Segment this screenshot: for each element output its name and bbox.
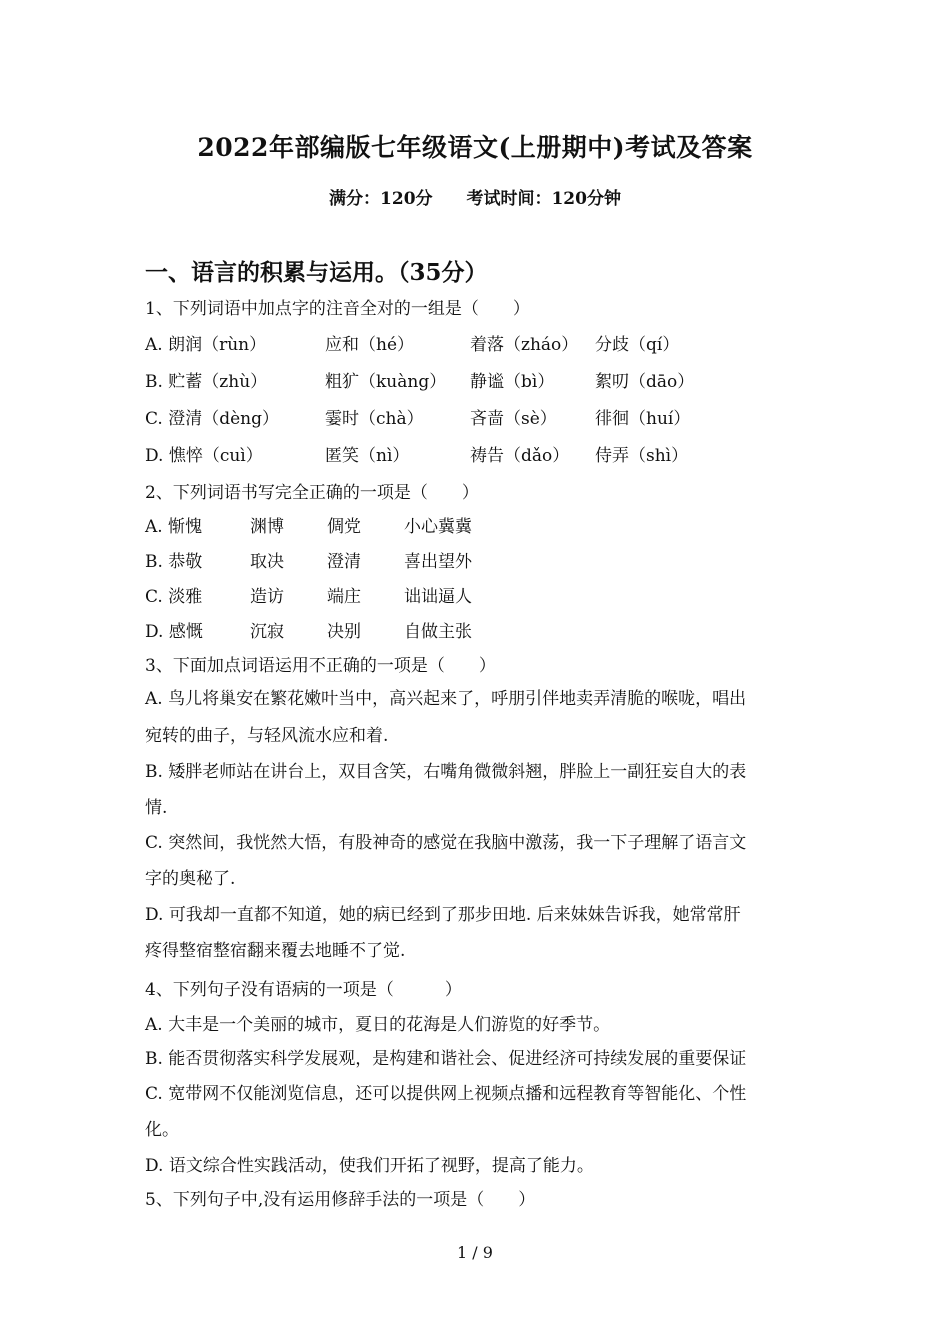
q1-c-2: 霎时（chà）: [325, 409, 424, 429]
full-score: 满分：120分: [329, 189, 433, 209]
q1-stem: 1、下列词语中加点字的注音全对的一组是（ ）: [145, 299, 530, 319]
q2-a-1: A. 惭愧: [145, 517, 203, 537]
q1-b-1: B. 贮蓄（zhù）: [145, 372, 268, 392]
q1-a-1: A. 朗润（rùn）: [145, 335, 267, 355]
q3-line: D. 可我却一直都不知道，她的病已经到了那步田地. 后来妹妹告诉我，她常常肝: [145, 905, 741, 925]
exam-info: [0, 184, 950, 209]
q1-a-3: 着落（zháo）: [470, 335, 579, 355]
q2-c-2: 造访: [250, 587, 284, 607]
q2-d-1: D. 感慨: [145, 622, 203, 642]
q2-a-3: 倜党: [327, 517, 361, 537]
q4-stem: 4、下列句子没有语病的一项是（ ）: [145, 980, 462, 1000]
q1-b-4: 絮叨（dāo）: [595, 372, 695, 392]
q2-b-4: 喜出望外: [404, 552, 472, 572]
q3-line: C. 突然间，我恍然大悟，有股神奇的感觉在我脑中激荡，我一下子理解了语言文: [145, 833, 747, 853]
q4-line: D. 语文综合性实践活动，使我们开拓了视野，提高了能力。: [145, 1156, 594, 1176]
q2-d-3: 决别: [327, 622, 361, 642]
q1-c-1: C. 澄清（dèng）: [145, 409, 279, 429]
q5-stem: 5、下列句子中,没有运用修辞手法的一项是（ ）: [145, 1190, 536, 1210]
q1-d-1: D. 憔悴（cuì）: [145, 446, 263, 466]
q4-line: B. 能否贯彻落实科学发展观，是构建和谐社会、促进经济可持续发展的重要保证: [145, 1049, 747, 1069]
page-number: 1 / 9: [457, 1243, 493, 1262]
q4-line: 化。: [145, 1120, 179, 1140]
q3-line: 字的奥秘了.: [145, 869, 236, 889]
q1-d-2: 匿笑（nì）: [325, 446, 410, 466]
q2-a-2: 渊博: [250, 517, 284, 537]
q1-b-3: 静谧（bì）: [470, 372, 555, 392]
q2-d-2: 沉寂: [250, 622, 284, 642]
q2-stem: 2、下列词语书写完全正确的一项是（ ）: [145, 483, 479, 503]
q1-b-2: 粗犷（kuàng）: [325, 372, 447, 392]
q3-line: 宛转的曲子，与轻风流水应和着.: [145, 726, 389, 746]
q2-c-3: 端庄: [327, 587, 361, 607]
q2-b-2: 取决: [250, 552, 284, 572]
q1-d-4: 侍弄（shì）: [595, 446, 689, 466]
q2-b-3: 澄清: [327, 552, 361, 572]
page-title: 2022年部编版七年级语文(上册期中)考试及答案: [197, 133, 753, 162]
q1-c-3: 吝啬（sè）: [470, 409, 557, 429]
section-heading: 一、语言的积累与运用。（35分）: [145, 259, 488, 286]
q3-line: 疼得整宿整宿翻来覆去地睡不了觉.: [145, 941, 406, 961]
q3-stem: 3、下面加点词语运用不正确的一项是（ ）: [145, 656, 496, 676]
q2-a-4: 小心冀冀: [404, 517, 472, 537]
exam-time: 考试时间：120分钟: [466, 189, 621, 209]
q3-line: A. 鸟儿将巢安在繁花嫩叶当中，高兴起来了，呼朋引伴地卖弄清脆的喉咙，唱出: [145, 689, 747, 709]
q3-line: 情.: [145, 798, 168, 818]
q1-a-2: 应和（hé）: [325, 335, 415, 355]
q3-line: B. 矮胖老师站在讲台上，双目含笑，右嘴角微微斜翘，胖脸上一副狂妄自大的表: [145, 762, 747, 782]
q1-c-4: 徘徊（huí）: [595, 409, 691, 429]
q4-line: A. 大丰是一个美丽的城市，夏日的花海是人们游览的好季节。: [145, 1015, 611, 1035]
q4-line: C. 宽带网不仅能浏览信息，还可以提供网上视频点播和远程教育等智能化、个性: [145, 1084, 747, 1104]
q1-d-3: 祷告（dǎo）: [470, 446, 570, 466]
q1-a-4: 分歧（qí）: [595, 335, 680, 355]
q2-d-4: 自做主张: [404, 622, 472, 642]
q2-b-1: B. 恭敬: [145, 552, 203, 572]
q2-c-4: 诎诎逼人: [404, 587, 472, 607]
q2-c-1: C. 淡雅: [145, 587, 203, 607]
